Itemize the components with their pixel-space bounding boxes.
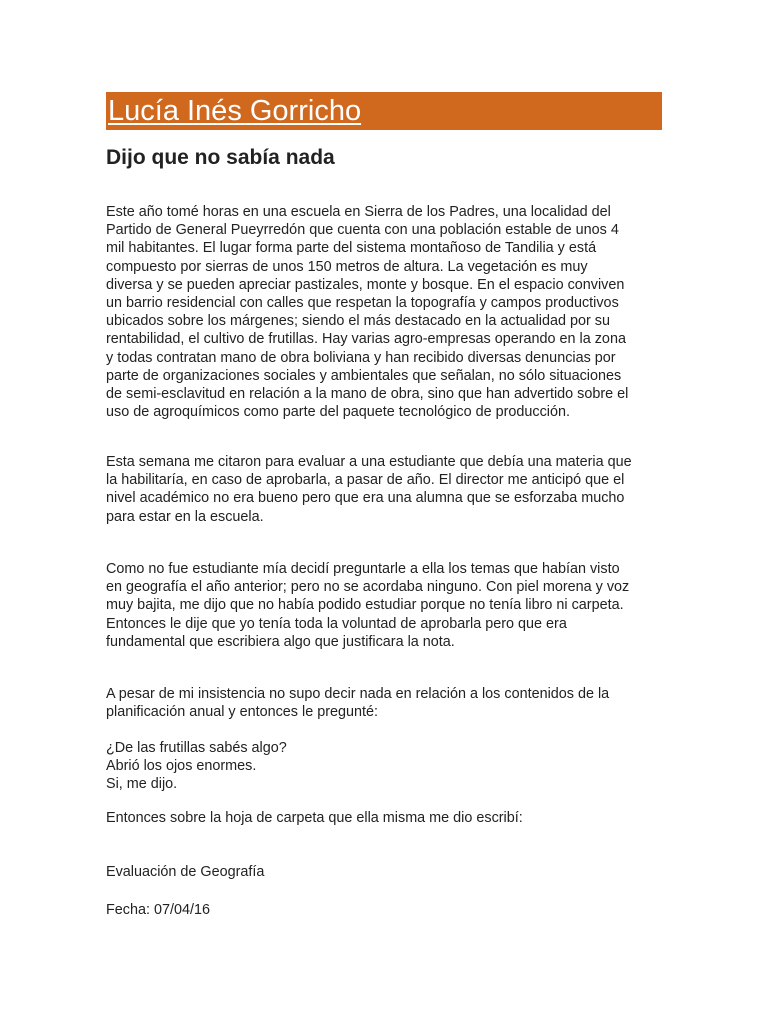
text-line: ubicados sobre los márgenes; siendo el más destacado en la actualidad por su [106,313,610,330]
author-name-link[interactable]: Lucía Inés Gorricho [108,95,362,127]
paragraph-insistence [106,685,666,721]
paragraph-intro [106,203,666,421]
text-line: nivel académico no era bueno pero que era una alumna que se esforzaba mucho [106,490,625,507]
text-line: rentabilidad, el cultivo de frutillas. Hay varias agro-empresas operando en la zona [106,331,626,348]
text-line: un barrio residencial con calles que respetan la topografía y campos productivos [106,295,619,312]
text-line: diversa y se pueden apreciar pastizales, monte y bosque. En el espacio conviven [106,276,625,293]
text-line: fundamental que escribiera algo que justificara la nota. [106,633,455,650]
text-line: parte de organizaciones sociales y ambientales que señalan, no sólo situaciones [106,367,622,384]
text-line: Entonces sobre la hoja de carpeta que ella misma me dio escribí: [106,810,523,826]
text-line: Partido de General Pueyrredón que cuenta con una población estable de unos 4 [106,222,619,239]
paragraph-writing [106,809,666,827]
text-line: Como no fue estudiante mía decidí preguntarle a ella los temas que habían visto [106,561,620,577]
text-line: Si, me dijo. [106,776,178,793]
evaluation-heading [106,863,666,881]
text-line: Esta semana me citaron para evaluar a una estudiante que debía una materia que [106,454,632,470]
text-line: para estar en la escuela. [106,508,264,525]
text-line: de semi-esclavitud en relación a la mano de obra, sino que han advertido sobre el [106,386,629,403]
text-line: mil habitantes. El lugar forma parte del sistema montañoso de Tandilia y está [106,240,597,257]
text-line: la habilitaría, en caso de aprobarla, a pasar de año. El director me anticipó que el [106,472,625,489]
paragraph-dialogue [106,739,666,794]
text-line: A pesar de mi insistencia no supo decir nada en relación a los contenidos de la [106,686,610,702]
text-line: Entonces le dije que yo tenía toda la voluntad de aprobarla pero que era [106,615,567,632]
evaluation-date [106,901,666,919]
text-line: ¿De las frutillas sabés algo? [106,740,287,756]
article-title: Dijo que no sabía nada [106,146,335,169]
text-line: Este año tomé horas en una escuela en Sierra de los Padres, una localidad del [106,204,611,220]
text-line: en geografía el año anterior; pero no se acordaba ninguno. Con piel morena y voz [106,579,630,596]
text-line: Abrió los ojos enormes. [106,758,257,775]
text-line: compuesto por sierras de unos 150 metros de altura. La vegetación es muy [106,258,588,275]
text-line: y todas contratan mano de obra boliviana y han recibido diversas denuncias por [106,349,616,366]
text-line: planificación anual y entonces le pregunté: [106,704,379,721]
paragraph-questioning [106,560,666,651]
text-line: Evaluación de Geografía [106,864,265,880]
paragraph-citation [106,453,666,526]
text-line: muy bajita, me dijo que no había podido estudiar porque no tenía libro ni carpeta. [106,597,624,614]
text-line: uso de agroquímicos como parte del paquete tecnológico de producción. [106,404,570,421]
text-line: Fecha: 07/04/16 [106,902,211,918]
